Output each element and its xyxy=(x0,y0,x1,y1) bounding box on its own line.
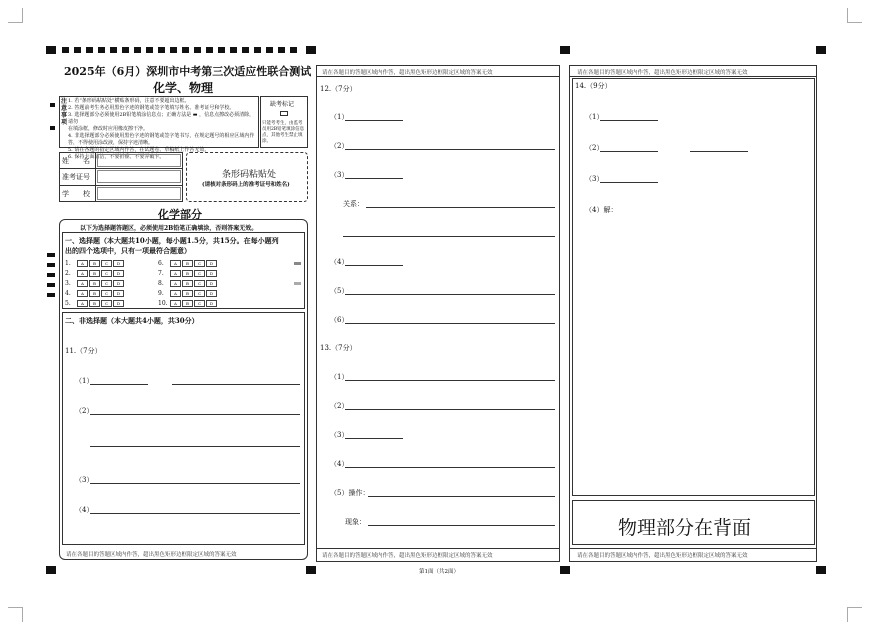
name-label: 姓 名 xyxy=(62,157,90,165)
nonmc-heading: 二、非选择题（本大题共4小题，共30分） xyxy=(65,316,199,325)
q11-2-answer-line-a[interactable] xyxy=(90,414,300,415)
mc-question-number: 4. xyxy=(65,290,71,297)
mc-option-bubble[interactable]: D xyxy=(206,290,217,297)
mc-option-bubble[interactable]: C xyxy=(101,290,112,297)
mc-option-bubble[interactable]: B xyxy=(182,260,193,267)
q12-6-answer-line[interactable] xyxy=(345,323,555,324)
mc-option-bubble[interactable]: C xyxy=(194,300,205,307)
q14-part-4: （4）解： xyxy=(585,206,618,214)
mc-option-bubble[interactable]: C xyxy=(101,270,112,277)
mc-option-bubble[interactable]: C xyxy=(101,300,112,307)
timing-mark xyxy=(47,263,55,267)
mc-option-bubble[interactable]: D xyxy=(113,300,124,307)
q11-part-3: （3） xyxy=(75,476,94,484)
q12-part-4: （4） xyxy=(330,258,349,266)
q12-5-answer-line[interactable] xyxy=(345,294,555,295)
mc-row xyxy=(158,299,218,309)
mc-option-bubble[interactable]: B xyxy=(89,290,100,297)
instruction-line: 答，不得使用涂改液，保持字迹清晰。 xyxy=(68,140,154,146)
q11-2-answer-line-b[interactable] xyxy=(90,446,300,447)
mc-option-bubble[interactable]: B xyxy=(182,300,193,307)
dash-segment xyxy=(122,47,129,53)
notice-top-middle: 请在各题目的答题区域内作答，超出黑色矩形边框限定区域的答案无效 xyxy=(322,70,493,76)
q13-part-3: （3） xyxy=(330,431,349,439)
mc-row xyxy=(65,259,125,269)
position-mark xyxy=(46,566,56,574)
instruction-line: 3. 选择题部分必须使用2B铅笔填涂信息点；正确方法是 ▬ ，信息点擦改必须清除，请勿 xyxy=(68,112,255,125)
timing-mark xyxy=(294,262,301,265)
q11-part-4: （4） xyxy=(75,506,94,514)
q12-2-answer-line[interactable] xyxy=(345,149,555,150)
mc-option-bubble[interactable]: C xyxy=(194,260,205,267)
position-mark xyxy=(50,103,55,107)
chem-section-title: 化学部分 xyxy=(158,208,202,221)
position-mark xyxy=(306,46,316,54)
mc-option-bubble[interactable]: B xyxy=(89,300,100,307)
q14-label: 14.（9分） xyxy=(575,82,612,90)
timing-mark xyxy=(294,282,301,285)
mc-option-bubble[interactable]: A xyxy=(77,280,88,287)
mc-option-bubble[interactable]: C xyxy=(194,270,205,277)
timing-mark xyxy=(47,293,55,297)
mc-row xyxy=(65,279,125,289)
notice-bottom-left: 请在各题目的答题区域内作答，超出黑色矩形边框限定区域的答案无效 xyxy=(66,552,237,558)
q12-relation-line-b[interactable] xyxy=(343,236,555,237)
exam-number-label: 准考证号 xyxy=(62,173,90,181)
mc-heading-2: 出的四个选项中，只有一项最符合题意） xyxy=(65,246,191,255)
q11-part-1: （1） xyxy=(75,377,94,385)
mc-option-bubble[interactable]: D xyxy=(206,300,217,307)
q12-3-answer-line[interactable] xyxy=(345,178,403,179)
dash-bar xyxy=(62,47,302,53)
instruction-line: 4. 非选择题部分必须使用黑色字迹的钢笔或签字笔书写，在规定题号的相应区域内作 xyxy=(68,133,255,139)
q12-label: 12.（7分） xyxy=(320,85,357,93)
q12-1-answer-line[interactable] xyxy=(345,120,403,121)
mc-option-bubble[interactable]: C xyxy=(101,260,112,267)
dash-segment xyxy=(230,47,237,53)
side-label: 注意事项 xyxy=(60,98,67,126)
mc-question-number: 7. xyxy=(158,270,164,277)
mc-option-bubble[interactable]: B xyxy=(89,270,100,277)
q13-phenomenon-line[interactable] xyxy=(368,525,555,526)
mc-option-bubble[interactable]: D xyxy=(206,280,217,287)
dash-segment xyxy=(206,47,213,53)
q12-part-6: （6） xyxy=(330,316,349,324)
mc-option-bubble[interactable]: A xyxy=(77,260,88,267)
absent-checkbox[interactable] xyxy=(280,111,288,116)
notice-bottom-right: 请在各题目的答题区域内作答，超出黑色矩形边框限定区域的答案无效 xyxy=(577,553,748,559)
q13-2-answer-line[interactable] xyxy=(345,409,555,410)
mc-row xyxy=(158,279,218,289)
mc-option-bubble[interactable]: A xyxy=(170,280,181,287)
absent-title: 缺考标记 xyxy=(270,101,295,108)
mc-row xyxy=(158,289,218,299)
mc-question-number: 2. xyxy=(65,270,71,277)
mc-option-bubble[interactable]: B xyxy=(182,270,193,277)
mc-option-bubble[interactable]: B xyxy=(182,280,193,287)
name-field[interactable] xyxy=(97,154,181,167)
q14-2-answer-line-a[interactable] xyxy=(600,151,658,152)
q14-part-2: （2） xyxy=(585,144,604,152)
q12-part-3: （3） xyxy=(330,171,349,179)
crop-mark xyxy=(8,8,23,23)
mc-right-column xyxy=(158,259,218,309)
position-mark xyxy=(560,566,570,574)
physics-note: 物理部分在背面 xyxy=(618,517,752,539)
dash-segment xyxy=(170,47,177,53)
mc-option-bubble[interactable]: A xyxy=(77,290,88,297)
mc-row xyxy=(158,269,218,279)
position-mark xyxy=(816,46,826,54)
mc-question-number: 8. xyxy=(158,280,164,287)
timing-mark xyxy=(47,253,55,257)
q12-relation-label: 关系： xyxy=(343,200,364,208)
mc-row xyxy=(65,289,125,299)
q13-4-answer-line[interactable] xyxy=(345,467,555,468)
school-field[interactable] xyxy=(97,187,181,200)
mc-question-number: 5. xyxy=(65,300,71,307)
mc-note: 以下为选择题答题区，必须使用2B铅笔正确填涂，否则答案无效。 xyxy=(80,225,258,232)
q13-phenomenon-label: 现象： xyxy=(345,518,366,526)
dash-segment xyxy=(158,47,165,53)
q11-1-answer-line-b[interactable] xyxy=(172,384,300,385)
dash-segment xyxy=(278,47,285,53)
q12-relation-line-a[interactable] xyxy=(366,207,555,208)
dash-segment xyxy=(254,47,261,53)
mc-option-bubble[interactable]: D xyxy=(113,290,124,297)
crop-mark xyxy=(847,8,862,23)
q13-part-4: （4） xyxy=(330,460,349,468)
mc-option-bubble[interactable]: C xyxy=(194,290,205,297)
exam-title: 2025年（6月）深圳市中考第三次适应性联合测试 xyxy=(64,65,312,78)
page-number: 第1面（共2面） xyxy=(419,569,459,575)
exam-number-field[interactable] xyxy=(97,170,181,183)
q11-part-2: （2） xyxy=(75,407,94,415)
q14-2-answer-line-b[interactable] xyxy=(690,151,748,152)
notice-top-right: 请在各题目的答题区域内作答，超出黑色矩形边框限定区域的答案无效 xyxy=(577,70,748,76)
school-label: 学 校 xyxy=(62,190,90,198)
q12-part-1: （1） xyxy=(330,113,349,121)
dash-segment xyxy=(218,47,225,53)
dash-segment xyxy=(62,47,69,53)
dash-segment xyxy=(242,47,249,53)
dash-segment xyxy=(194,47,201,53)
instruction-line: 在填涂框，修改时应用橡皮擦干净。 xyxy=(68,126,149,132)
q14-1-answer-line[interactable] xyxy=(600,120,658,121)
mc-question-number: 1. xyxy=(65,260,71,267)
mc-option-bubble[interactable]: B xyxy=(89,280,100,287)
q14-part-3: （3） xyxy=(585,175,604,183)
timing-mark xyxy=(47,273,55,277)
q13-part-5: （5）操作： xyxy=(330,489,370,497)
q12-part-5: （5） xyxy=(330,287,349,295)
dash-segment xyxy=(290,47,297,53)
instruction-line: 6. 保持卡面清洁，不要折叠、不要弄破卡。 xyxy=(68,154,165,160)
mc-option-bubble[interactable]: B xyxy=(182,290,193,297)
mc-row xyxy=(158,259,218,269)
q11-3-answer-line[interactable] xyxy=(90,483,300,484)
mc-option-bubble[interactable]: D xyxy=(113,260,124,267)
position-mark xyxy=(306,566,316,574)
mc-option-bubble[interactable]: D xyxy=(113,270,124,277)
instruction-line: 5. 请在各题的指定区域内作答，在试题卷、草稿纸上作答无效。 xyxy=(68,147,210,153)
dash-segment xyxy=(134,47,141,53)
barcode-title: 条形码粘贴处 xyxy=(222,170,277,180)
mc-option-bubble[interactable]: C xyxy=(101,280,112,287)
mc-option-bubble[interactable]: D xyxy=(206,260,217,267)
mc-question-number: 9. xyxy=(158,290,164,297)
mc-question-number: 3. xyxy=(65,280,71,287)
mc-option-bubble[interactable]: A xyxy=(170,290,181,297)
mc-question-number: 10. xyxy=(158,300,168,307)
mc-option-bubble[interactable]: A xyxy=(77,300,88,307)
mc-option-bubble[interactable]: C xyxy=(194,280,205,287)
instruction-line: 2. 答题前考生务必用黑色字迹的钢笔或签字笔填写姓名、准考证号和学校。 xyxy=(68,105,235,111)
dash-segment xyxy=(266,47,273,53)
notice-bottom-middle: 请在各题目的答题区域内作答，超出黑色矩形边框限定区域的答案无效 xyxy=(322,553,493,559)
mc-left-column xyxy=(65,259,125,309)
mc-question-number: 6. xyxy=(158,260,164,267)
mc-option-bubble[interactable]: A xyxy=(170,260,181,267)
dash-segment xyxy=(74,47,81,53)
dash-segment xyxy=(86,47,93,53)
q12-part-2: （2） xyxy=(330,142,349,150)
mc-row xyxy=(65,269,125,279)
mc-option-bubble[interactable]: D xyxy=(206,270,217,277)
q11-label: 11.（7分） xyxy=(65,347,102,355)
mc-option-bubble[interactable]: A xyxy=(170,300,181,307)
q12-4-answer-line[interactable] xyxy=(345,265,403,266)
subject-title: 化学、物理 xyxy=(153,81,214,95)
mc-option-bubble[interactable]: D xyxy=(113,280,124,287)
q11-1-answer-line-a[interactable] xyxy=(90,384,148,385)
timing-mark xyxy=(47,283,55,287)
mc-heading-1: 一、选择题（本大题共10小题，每小题1.5分，共15分。在每小题列 xyxy=(65,236,279,245)
q13-label: 13.（7分） xyxy=(320,344,357,352)
dash-segment xyxy=(146,47,153,53)
q13-part-2: （2） xyxy=(330,402,349,410)
q14-answer-box xyxy=(572,78,815,496)
mc-row xyxy=(65,299,125,309)
mc-option-bubble[interactable]: A xyxy=(77,270,88,277)
barcode-note: (请核对条形码上的准考证号和姓名) xyxy=(202,182,290,188)
crop-mark xyxy=(8,607,23,622)
crop-mark xyxy=(847,607,862,622)
q13-part-1: （1） xyxy=(330,373,349,381)
instruction-line: 1. 若“条形码粘贴处”横贴条形码，注意不要超出边框。 xyxy=(68,98,190,104)
position-mark xyxy=(46,46,56,54)
q13-1-answer-line[interactable] xyxy=(345,380,555,381)
q14-part-1: （1） xyxy=(585,113,604,121)
q13-5-answer-line[interactable] xyxy=(368,496,555,497)
q13-3-answer-line[interactable] xyxy=(345,438,403,439)
dash-segment xyxy=(110,47,117,53)
mc-option-bubble[interactable]: A xyxy=(170,270,181,277)
absent-note: 只能考考生，由监考员用2B铅笔填涂信息点，其他考生禁止填涂。 xyxy=(262,121,305,144)
position-mark xyxy=(816,566,826,574)
dash-segment xyxy=(98,47,105,53)
position-mark xyxy=(560,46,570,54)
q14-3-answer-line[interactable] xyxy=(600,182,658,183)
q11-4-answer-line[interactable] xyxy=(90,513,300,514)
dash-segment xyxy=(182,47,189,53)
mc-option-bubble[interactable]: B xyxy=(89,260,100,267)
position-mark xyxy=(50,126,55,130)
